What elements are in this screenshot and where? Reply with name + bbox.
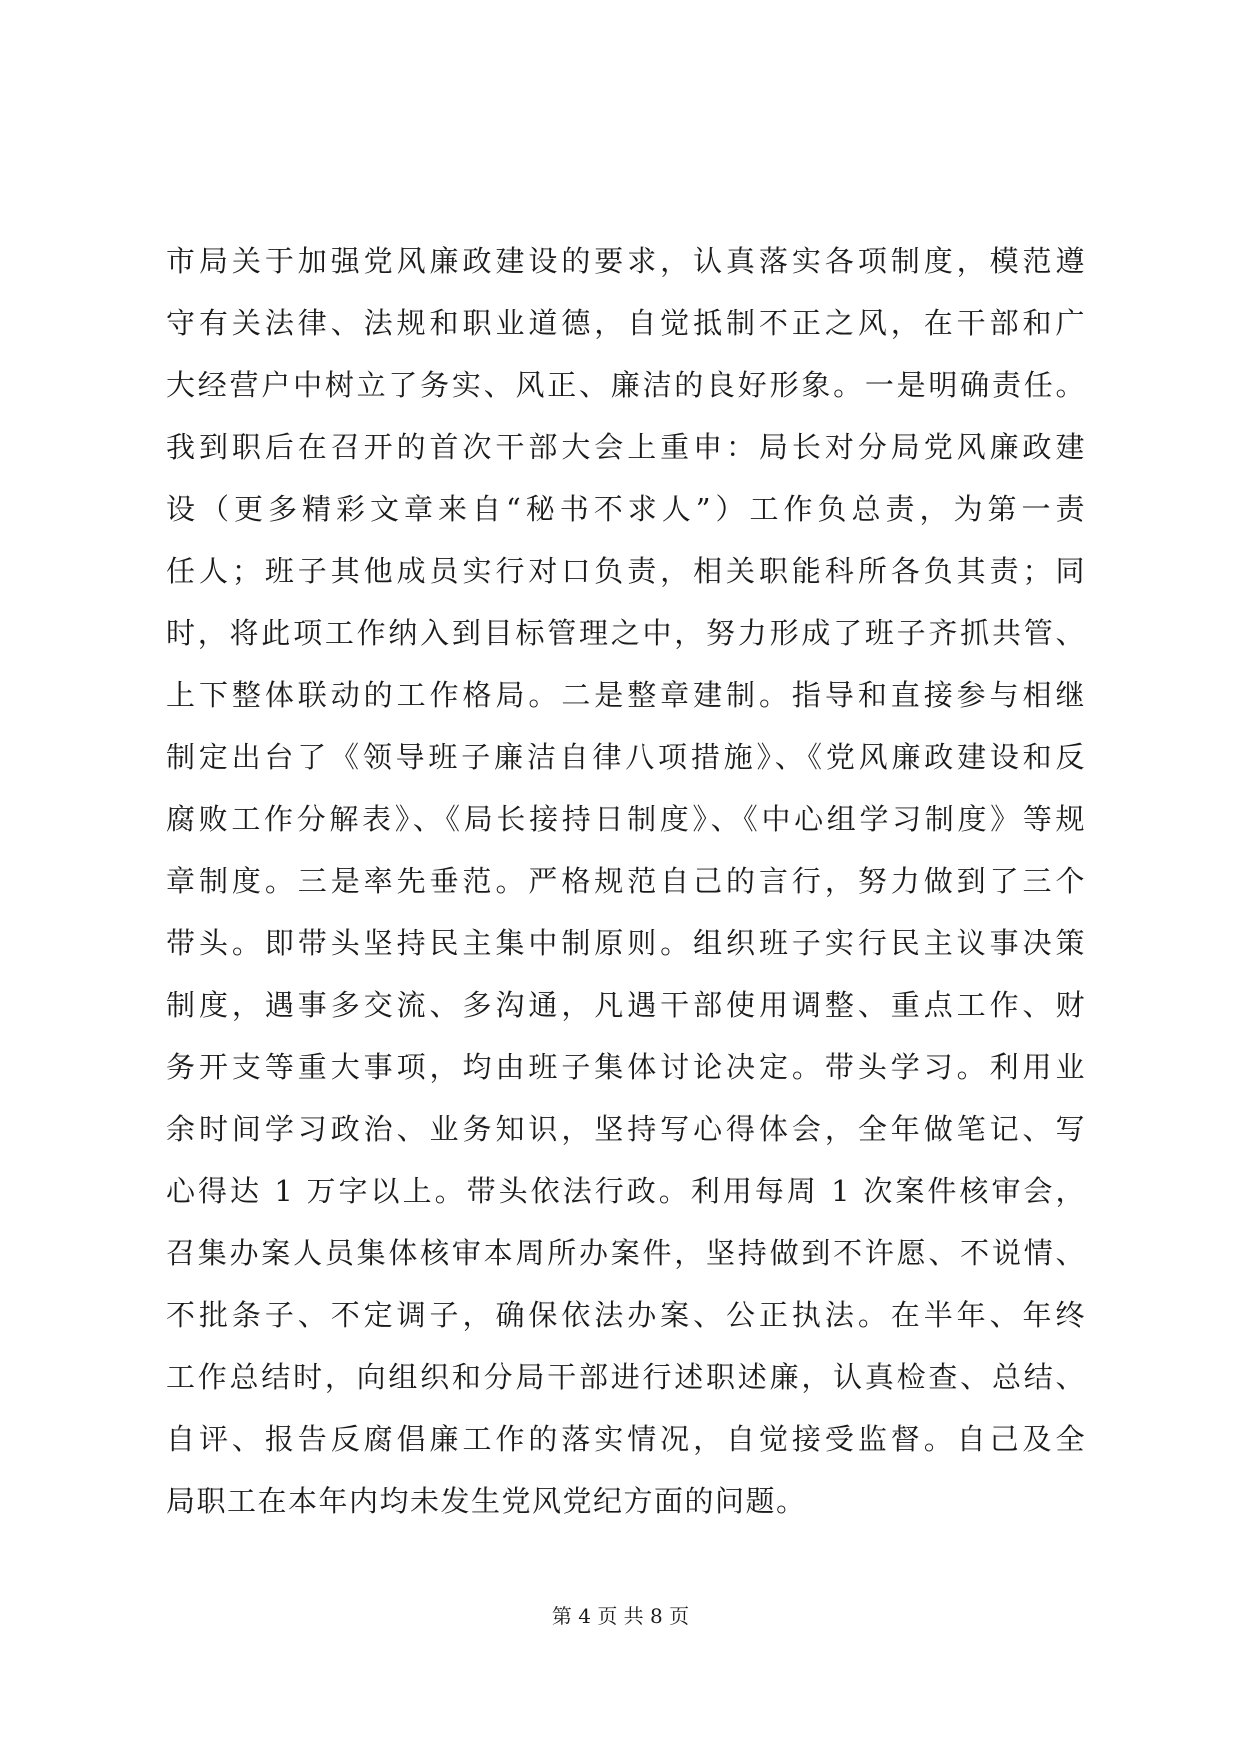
text-line: 我到职后在召开的首次干部大会上重申：局长对分局党风廉政建 <box>166 430 1086 464</box>
text-line: 召集办案人员集体核审本周所办案件，坚持做到不许愿、不说情、 <box>166 1236 1086 1270</box>
text-line: 带头。即带头坚持民主集中制原则。组织班子实行民主议事决策 <box>166 926 1086 960</box>
text-line: 市局关于加强党风廉政建设的要求，认真落实各项制度，模范遵 <box>166 244 1086 278</box>
text-line: 上下整体联动的工作格局。二是整章建制。指导和直接参与相继 <box>166 678 1086 712</box>
text-line: 心得达 1 万字以上。带头依法行政。利用每周 1 次案件核审会， <box>166 1174 1086 1208</box>
page-number-footer: 第 4 页 共 8 页 <box>551 1604 690 1628</box>
body-paragraph <box>166 230 1086 1532</box>
text-line: 自评、报告反腐倡廉工作的落实情况，自觉接受监督。自己及全 <box>166 1422 1086 1456</box>
text-line: 工作总结时，向组织和分局干部进行述职述廉，认真检查、总结、 <box>166 1360 1086 1394</box>
text-line: 大经营户中树立了务实、风正、廉洁的良好形象。一是明确责任。 <box>166 368 1086 402</box>
text-line: 余时间学习政治、业务知识，坚持写心得体会，全年做笔记、写 <box>166 1112 1086 1146</box>
text-line: 设（更多精彩文章来自“秘书不求人”）工作负总责，为第一责 <box>166 492 1086 526</box>
text-line: 局职工在本年内均未发生党风党纪方面的问题。 <box>166 1484 807 1518</box>
text-line: 制度，遇事多交流、多沟通，凡遇干部使用调整、重点工作、财 <box>166 988 1086 1022</box>
text-line: 制定出台了《领导班子廉洁自律八项措施》、《党风廉政建设和反 <box>166 740 1086 774</box>
text-line: 守有关法律、法规和职业道德，自觉抵制不正之风，在干部和广 <box>166 306 1086 340</box>
text-line: 腐败工作分解表》、《局长接持日制度》、《中心组学习制度》等规 <box>166 802 1086 836</box>
text-line: 时，将此项工作纳入到目标管理之中，努力形成了班子齐抓共管、 <box>166 616 1086 650</box>
text-line: 不批条子、不定调子，确保依法办案、公正执法。在半年、年终 <box>166 1298 1086 1332</box>
text-line: 任人；班子其他成员实行对口负责，相关职能科所各负其责；同 <box>166 554 1086 588</box>
text-line: 务开支等重大事项，均由班子集体讨论决定。带头学习。利用业 <box>166 1050 1086 1084</box>
text-line: 章制度。三是率先垂范。严格规范自己的言行，努力做到了三个 <box>166 864 1086 898</box>
